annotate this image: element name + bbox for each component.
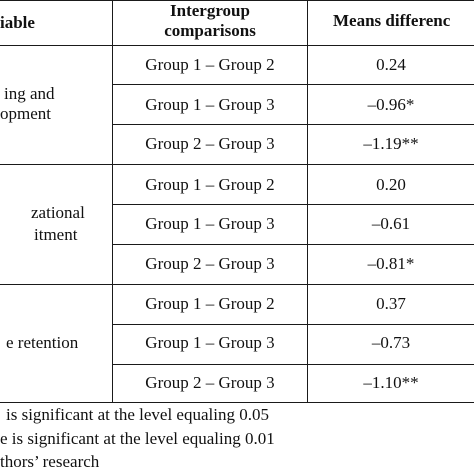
means-cell: –0.81* (367, 254, 415, 273)
means-cell: –1.19** (363, 134, 419, 153)
row-rule (112, 244, 474, 245)
footnote-significance-001: e is significant at the level equaling 0.01 (0, 429, 275, 448)
table-bottom-rule (0, 402, 474, 403)
means-cell: –0.73 (371, 333, 411, 352)
variable-label: opment (0, 104, 51, 123)
means-cell: –0.61 (371, 214, 411, 233)
means-cell: –0.96* (367, 95, 415, 114)
means-cell: 0.20 (376, 175, 406, 194)
comparison-cell: Group 1 – Group 3 (145, 214, 275, 233)
variable-label: ing and (4, 84, 55, 103)
variable-label: itment (34, 225, 78, 244)
variable-label: e retention (6, 333, 79, 352)
header-variable: iable (0, 13, 35, 32)
header-comparisons-line1: Intergroup (170, 1, 250, 20)
means-cell: 0.37 (376, 294, 406, 313)
footnote-significance-005: is significant at the level equaling 0.05 (6, 405, 269, 424)
comparison-cell: Group 1 – Group 2 (145, 175, 275, 194)
comparison-cell: Group 1 – Group 2 (145, 294, 275, 313)
row-rule (112, 204, 474, 205)
header-comparisons-line2: comparisons (164, 21, 256, 40)
comparison-cell: Group 2 – Group 3 (145, 134, 275, 153)
comparison-cell: Group 2 – Group 3 (145, 373, 275, 392)
footnote-source: thors’ research (0, 452, 100, 471)
comparison-cell: Group 1 – Group 3 (145, 333, 275, 352)
means-cell: –1.10** (363, 373, 419, 392)
comparison-cell: Group 2 – Group 3 (145, 254, 275, 273)
comparison-cell: Group 1 – Group 2 (145, 55, 275, 74)
header-bottom-rule (0, 45, 474, 46)
row-rule (112, 84, 474, 85)
variable-label: zational (31, 203, 85, 222)
comparison-cell: Group 1 – Group 3 (145, 95, 275, 114)
row-rule (112, 324, 474, 325)
row-rule (112, 364, 474, 365)
group-separator-rule (0, 284, 474, 285)
group-separator-rule (0, 164, 474, 165)
means-cell: 0.24 (376, 55, 406, 74)
header-means-difference: Means differenc (333, 11, 451, 30)
row-rule (112, 124, 474, 125)
